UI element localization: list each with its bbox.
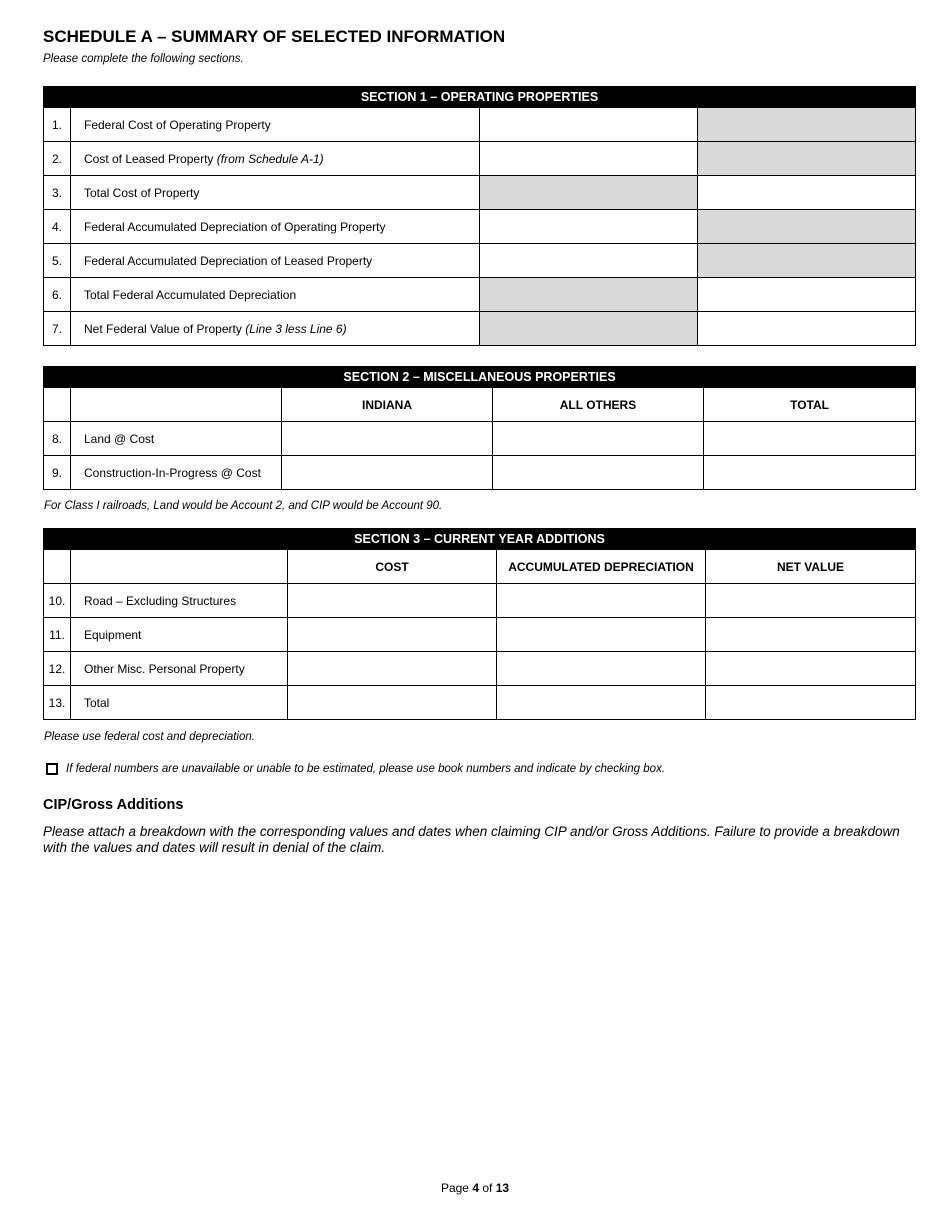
- shaded-cell: [480, 312, 698, 346]
- page-footer-prefix: Page: [440, 1181, 473, 1195]
- line-label-text: Federal Cost of Operating Property: [84, 117, 271, 132]
- amount-field[interactable]: [480, 108, 698, 142]
- shaded-cell: [698, 244, 916, 278]
- all-others-field[interactable]: [493, 422, 704, 456]
- table-row: [44, 456, 916, 490]
- header-row: [44, 388, 916, 422]
- page-total: 13: [495, 1181, 510, 1195]
- line-label-text: Cost of Leased Property: [84, 151, 217, 166]
- table-row: [44, 652, 916, 686]
- total-field[interactable]: [698, 312, 916, 346]
- section-2-title: SECTION 2 – MISCELLANEOUS PROPERTIES: [44, 367, 916, 388]
- page-subtitle: Please complete the following sections.: [43, 53, 244, 65]
- shaded-cell: [698, 108, 916, 142]
- table-row: [44, 584, 916, 618]
- empty-cell: [71, 550, 288, 584]
- cost-field[interactable]: [288, 584, 497, 618]
- line-number: 1.: [44, 108, 71, 142]
- book-numbers-checkbox-label: If federal numbers are unavailable or unable to be estimated, please use book numbers and indicate by checking box.: [66, 763, 666, 775]
- table-row: [44, 210, 916, 244]
- line-label: Other Misc. Personal Property: [71, 652, 288, 686]
- line-number: 10.: [44, 584, 71, 618]
- total-field[interactable]: [704, 456, 916, 490]
- table-row: [44, 312, 916, 346]
- column-header-all-others: ALL OTHERS: [493, 388, 704, 422]
- table-row: [44, 422, 916, 456]
- amount-field[interactable]: [480, 244, 698, 278]
- table-row: [44, 142, 916, 176]
- net-value-field[interactable]: [706, 618, 916, 652]
- column-header-indiana: INDIANA: [282, 388, 493, 422]
- amount-field[interactable]: [480, 142, 698, 176]
- all-others-field[interactable]: [493, 456, 704, 490]
- book-numbers-checkbox[interactable]: [46, 763, 58, 775]
- line-number: 13.: [44, 686, 71, 720]
- line-number: 2.: [44, 142, 71, 176]
- section-2-footnote: For Class I railroads, Land would be Account 2, and CIP would be Account 90.: [44, 500, 443, 512]
- line-label-text: Net Federal Value of Property: [84, 321, 246, 336]
- book-numbers-checkbox-row: [46, 763, 665, 775]
- column-header-net-value: NET VALUE: [706, 550, 916, 584]
- line-label: [71, 176, 480, 210]
- total-field[interactable]: [698, 278, 916, 312]
- empty-cell: [71, 388, 282, 422]
- section-2-table: [43, 366, 916, 490]
- section-3-table: [43, 528, 916, 720]
- line-number: 5.: [44, 244, 71, 278]
- line-label-note: (Line 3 less Line 6): [245, 321, 347, 336]
- line-number: 3.: [44, 176, 71, 210]
- cost-field[interactable]: [288, 652, 497, 686]
- shaded-cell: [698, 142, 916, 176]
- line-label: Equipment: [71, 618, 288, 652]
- section-3-footnote: Please use federal cost and depreciation.: [44, 731, 255, 743]
- table-row: [44, 278, 916, 312]
- page-footer: [0, 1181, 950, 1195]
- indiana-field[interactable]: [282, 422, 493, 456]
- line-label: Construction-In-Progress @ Cost: [71, 456, 282, 490]
- line-label: [71, 108, 480, 142]
- section-1-title: SECTION 1 – OPERATING PROPERTIES: [44, 87, 916, 108]
- table-row: [44, 244, 916, 278]
- line-label: Road – Excluding Structures: [71, 584, 288, 618]
- cip-instructions: Please attach a breakdown with the corresponding values and dates when claiming CIP and/or Gross Additions. Failure to provide a breakdown with the values and dates will result in denial of the claim.: [43, 824, 900, 855]
- table-row: [44, 618, 916, 652]
- page-number: 4: [472, 1181, 479, 1195]
- cost-field[interactable]: [288, 686, 497, 720]
- line-label: [71, 312, 480, 346]
- table-row: [44, 176, 916, 210]
- line-label: [71, 142, 480, 176]
- total-field[interactable]: [698, 176, 916, 210]
- page-title: SCHEDULE A – SUMMARY OF SELECTED INFORMATION: [43, 27, 506, 46]
- line-label: [71, 210, 480, 244]
- amount-field[interactable]: [480, 210, 698, 244]
- accumulated-depreciation-field[interactable]: [497, 686, 706, 720]
- line-number: 4.: [44, 210, 71, 244]
- section-1-table: [43, 86, 916, 346]
- total-field[interactable]: [704, 422, 916, 456]
- net-value-field[interactable]: [706, 686, 916, 720]
- header-row: [44, 550, 916, 584]
- line-number: 8.: [44, 422, 71, 456]
- line-number: 6.: [44, 278, 71, 312]
- line-label-text: Federal Accumulated Depreciation of Operating Property: [84, 219, 386, 234]
- line-label-text: Federal Accumulated Depreciation of Leased Property: [84, 253, 373, 268]
- column-header-accumulated-depreciation: ACCUMULATED DEPRECIATION: [497, 550, 706, 584]
- empty-cell: [44, 550, 71, 584]
- column-header-total: TOTAL: [704, 388, 916, 422]
- line-number: 11.: [44, 618, 71, 652]
- net-value-field[interactable]: [706, 584, 916, 618]
- table-row: [44, 686, 916, 720]
- line-number: 12.: [44, 652, 71, 686]
- section-3-title: SECTION 3 – CURRENT YEAR ADDITIONS: [44, 529, 916, 550]
- empty-cell: [44, 388, 71, 422]
- column-header-cost: COST: [288, 550, 497, 584]
- line-label-text: Total Federal Accumulated Depreciation: [84, 287, 297, 302]
- net-value-field[interactable]: [706, 652, 916, 686]
- line-label-text: Total Cost of Property: [84, 185, 200, 200]
- page-footer-of: of: [479, 1181, 496, 1195]
- cost-field[interactable]: [288, 618, 497, 652]
- line-label: [71, 278, 480, 312]
- shaded-cell: [698, 210, 916, 244]
- accumulated-depreciation-field[interactable]: [497, 618, 706, 652]
- table-row: [44, 108, 916, 142]
- cip-heading: CIP/Gross Additions: [43, 797, 184, 813]
- accumulated-depreciation-field[interactable]: [497, 652, 706, 686]
- accumulated-depreciation-field[interactable]: [497, 584, 706, 618]
- line-label-note: (from Schedule A-1): [216, 151, 324, 166]
- line-number: 7.: [44, 312, 71, 346]
- line-label: Land @ Cost: [71, 422, 282, 456]
- line-label: [71, 244, 480, 278]
- line-label: Total: [71, 686, 288, 720]
- shaded-cell: [480, 176, 698, 210]
- line-number: 9.: [44, 456, 71, 490]
- indiana-field[interactable]: [282, 456, 493, 490]
- shaded-cell: [480, 278, 698, 312]
